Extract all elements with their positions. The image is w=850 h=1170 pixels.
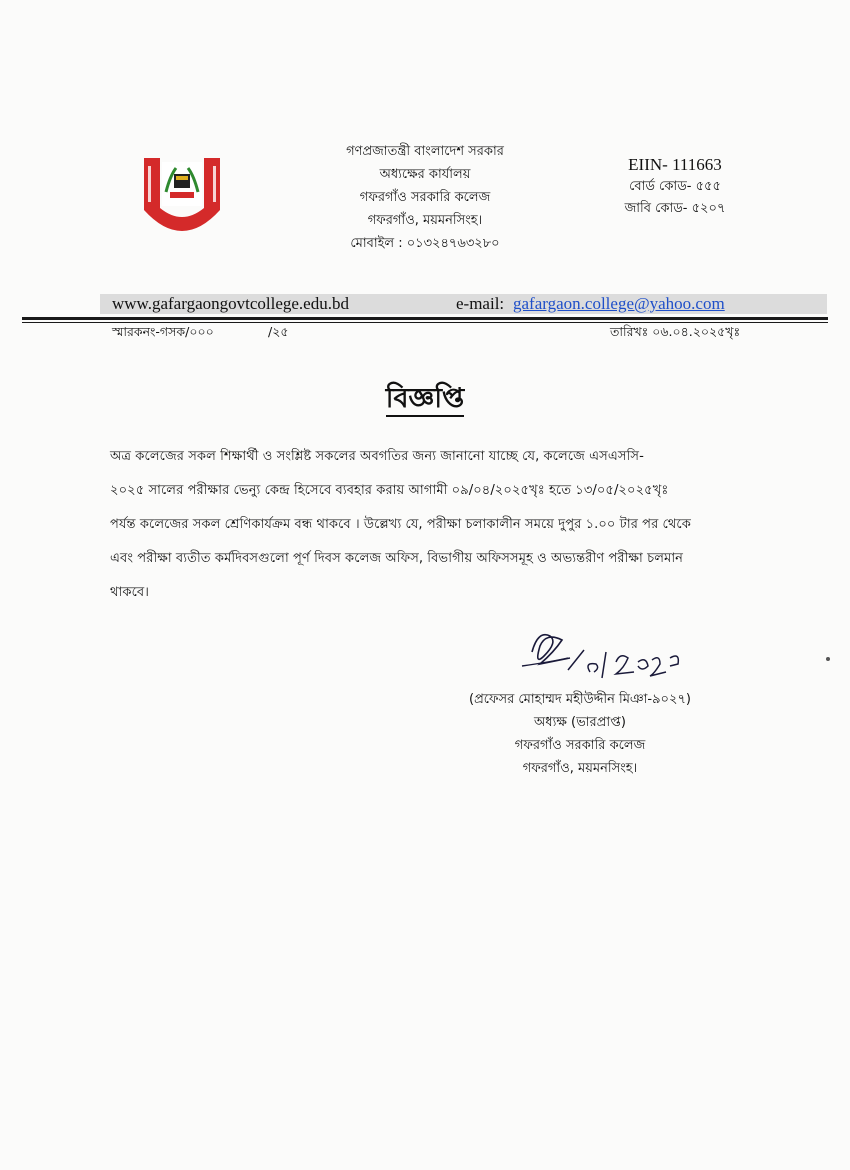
signatory-name: (প্রফেসর মোহাম্মদ মহীউদ্দীন মিঞা-৯০২৭) (469, 692, 691, 707)
handwritten-signature (510, 622, 690, 684)
signatory-location: গফরগাঁও, ময়মনসিংহ। (522, 761, 638, 776)
header-divider (22, 317, 828, 320)
office-name: অধ্যক্ষের কার্যালয় (379, 167, 471, 182)
eiin-code: EIIN- 111663 (628, 155, 722, 174)
notice-date: তারিখঃ ০৬.০৪.২০২৫খৃঃ (610, 324, 741, 339)
institution-codes (600, 154, 750, 220)
notice-line: এবং পরীক্ষা ব্যতীত কর্মদিবসগুলো পূর্ণ দিবস কলেজ অফিস, বিভাগীয় অফিসসমূহ ও অভ্যন্তরীণ পরীক্ষা চলমান (110, 551, 684, 566)
nu-code: জাবি কোড- ৫২০৭ (624, 201, 726, 216)
college-logo (140, 152, 225, 242)
notice-body (110, 440, 750, 610)
notice-title: বিজ্ঞপ্তি (386, 383, 465, 417)
office-header (300, 140, 550, 255)
website-url[interactable]: www.gafargaongovtcollege.edu.bd (112, 294, 349, 313)
email-label: e-mail: (456, 294, 505, 313)
notice-line: থাকবে। (110, 585, 149, 600)
notice-line: ২০২৫ সালের পরীক্ষার ভেন্যু কেন্দ্র হিসেবে ব্যবহার করায় আগামী ০৯/০৪/২০২৫খৃঃ হতে ১৩/০৫/২০২৫খৃঃ (110, 483, 669, 498)
speck (826, 657, 830, 661)
memo-suffix: /২৫ (268, 324, 289, 339)
email-link[interactable]: gafargaon.college@yahoo.com (513, 294, 725, 313)
notice-line: অত্র কলেজের সকল শিক্ষার্থী ও সংশ্লিষ্ট সকলের অবগতির জন্য জানানো যাচ্ছে যে, কলেজে এসএসসি- (110, 449, 644, 464)
notice-line: পর্যন্ত কলেজের সকল শ্রেণিকার্যক্রম বন্ধ থাকবে । উল্লেখ্য যে, পরীক্ষা চলাকালীন সময়ে দুপুর ১.০০ টার পর থেকে (110, 517, 691, 532)
college-address: গফরগাঁও, ময়মনসিংহ। (367, 213, 483, 228)
college-name: গফরগাঁও সরকারি কলেজ (359, 190, 491, 205)
signatory-institution: গফরগাঁও সরকারি কলেজ (514, 738, 646, 753)
notice-title-wrap (0, 378, 850, 423)
signatory-block (430, 688, 730, 780)
mobile-number: মোবাইল : ০১৩২৪৭৬৩২৮০ (350, 236, 500, 251)
header-divider-thin (22, 322, 828, 323)
government-name: গণপ্রজাতন্ত্রী বাংলাদেশ সরকার (346, 144, 504, 159)
board-code: বোর্ড কোড- ৫৫৫ (629, 179, 721, 194)
signatory-designation: অধ্যক্ষ (ভারপ্রাপ্ত) (534, 715, 626, 730)
memo-number: স্মারকনং-গসক/০০০ (112, 324, 214, 339)
